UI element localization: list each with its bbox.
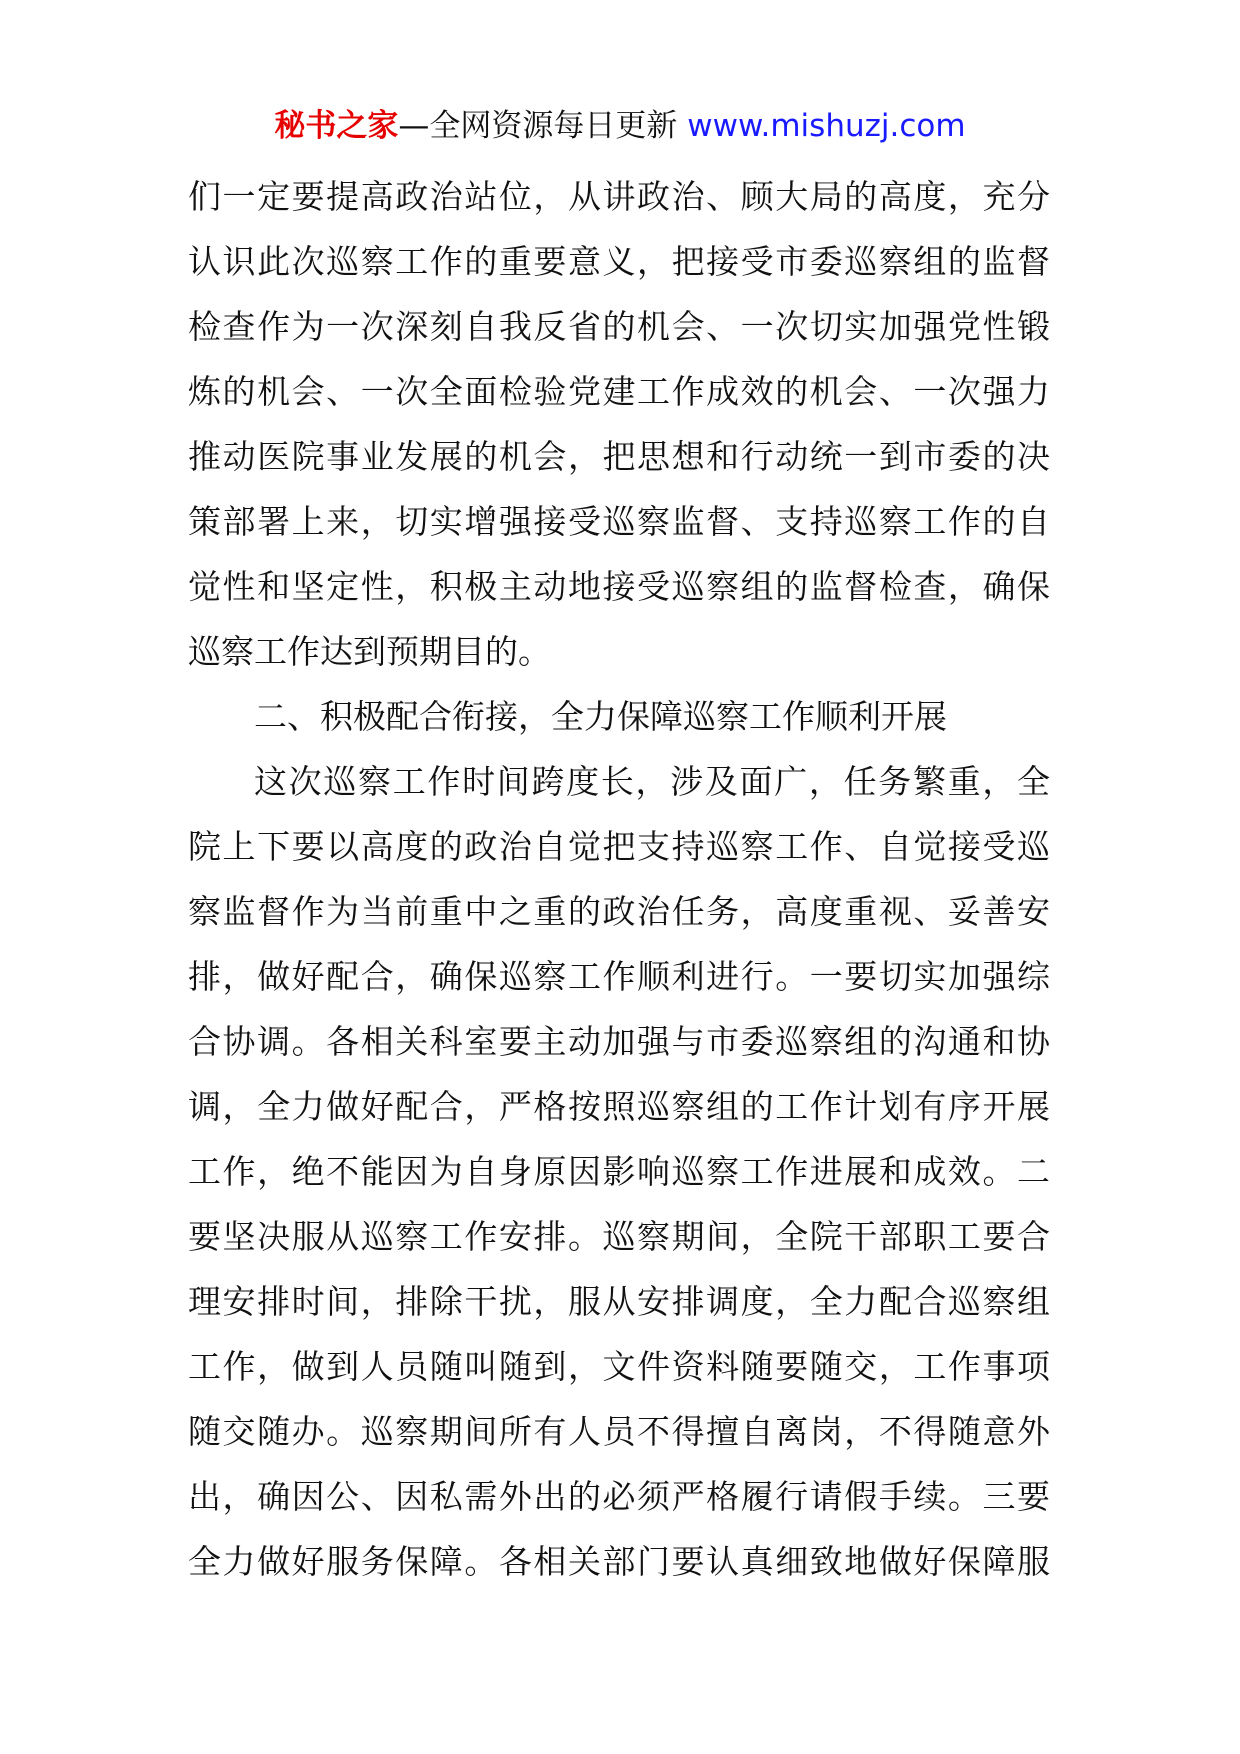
header-tagline: —全网资源每日更新 bbox=[398, 108, 678, 144]
text-line: 察监督作为当前重中之重的政治任务，高度重视、妥善安 bbox=[188, 892, 1050, 931]
text-line: 随交随办。巡察期间所有人员不得擅自离岗，不得随意外 bbox=[188, 1412, 1050, 1451]
text-line: 调，全力做好配合，严格按照巡察组的工作计划有序开展 bbox=[188, 1087, 1050, 1126]
text-line: 觉性和坚定性，积极主动地接受巡察组的监督检查，确保 bbox=[188, 567, 1050, 606]
text-line: 出，确因公、因私需外出的必须严格履行请假手续。三要 bbox=[188, 1477, 1050, 1516]
text-line: 工作，做到人员随叫随到，文件资料随要随交，工作事项 bbox=[188, 1347, 1050, 1386]
text-line: 们一定要提高政治站位，从讲政治、顾大局的高度，充分 bbox=[188, 177, 1050, 216]
page-header bbox=[0, 104, 1240, 148]
text-line: 理安排时间，排除干扰，服从安排调度，全力配合巡察组 bbox=[188, 1282, 1050, 1321]
site-link[interactable]: www.mishuzj.com bbox=[687, 108, 966, 144]
body-text bbox=[188, 164, 1050, 1594]
text-line: 炼的机会、一次全面检验党建工作成效的机会、一次强力 bbox=[188, 372, 1050, 411]
text-line: 策部署上来，切实增强接受巡察监督、支持巡察工作的自 bbox=[188, 502, 1050, 541]
section-heading: 二、积极配合衔接，全力保障巡察工作顺利开展 bbox=[254, 697, 947, 736]
text-line: 认识此次巡察工作的重要意义，把接受市委巡察组的监督 bbox=[188, 242, 1050, 281]
text-line: 全力做好服务保障。各相关部门要认真细致地做好保障服 bbox=[188, 1542, 1050, 1581]
text-line: 推动医院事业发展的机会，把思想和行动统一到市委的决 bbox=[188, 437, 1050, 476]
text-line: 合协调。各相关科室要主动加强与市委巡察组的沟通和协 bbox=[188, 1022, 1050, 1061]
text-line: 这次巡察工作时间跨度长，涉及面广，任务繁重，全 bbox=[254, 762, 1050, 801]
text-line: 院上下要以高度的政治自觉把支持巡察工作、自觉接受巡 bbox=[188, 827, 1050, 866]
text-line: 巡察工作达到预期目的。 bbox=[188, 632, 551, 671]
text-line: 检查作为一次深刻自我反省的机会、一次切实加强党性锻 bbox=[188, 307, 1050, 346]
brand-name[interactable]: 秘书之家 bbox=[274, 108, 399, 144]
text-line: 工作，绝不能因为自身原因影响巡察工作进展和成效。二 bbox=[188, 1152, 1050, 1191]
text-line: 要坚决服从巡察工作安排。巡察期间，全院干部职工要合 bbox=[188, 1217, 1050, 1256]
text-line: 排，做好配合，确保巡察工作顺利进行。一要切实加强综 bbox=[188, 957, 1050, 996]
